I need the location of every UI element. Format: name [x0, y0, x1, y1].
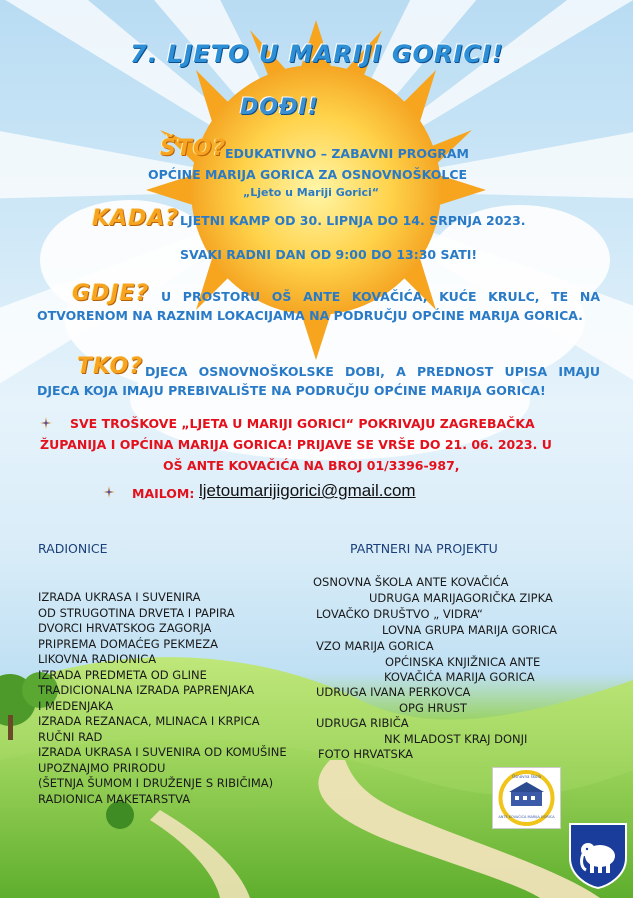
- list-item: LIKOVNA RADIONICA: [38, 652, 157, 666]
- what-line-1: EDUKATIVNO – ZABAVNI PROGRAM: [225, 146, 469, 161]
- partner-item: FOTO HRVATSKA: [318, 747, 414, 761]
- who-label: TKO?: [77, 354, 144, 379]
- workshops-list: [38, 590, 287, 807]
- what-label: ŠTO?: [160, 136, 227, 161]
- list-item: DVORCI HRVATSKOG ZAGORJA: [38, 621, 212, 635]
- list-item: OD STRUGOTINA DRVETA I PAPIRA: [38, 605, 235, 620]
- partner-item: UDRUGA RIBIČA: [316, 716, 409, 730]
- email-link[interactable]: ljetoumarijigorici@gmail.com: [199, 481, 416, 500]
- list-item: IZRADA UKRASA I SUVENIRA OD KOMUŠINE: [38, 745, 287, 759]
- list-item: I MEDENJAKA: [38, 698, 114, 713]
- costs-line-2: ŽUPANIJA I OPĆINA MARIJA GORICA! PRIJAVE SE VRŠE DO 21. 06. 2023. U: [40, 437, 552, 452]
- when-line-2: SVAKI RADNI DAN OD 9:00 DO 13:30 SATI!: [180, 247, 478, 262]
- list-item: IZRADA PREDMETA OD GLINE: [38, 667, 207, 682]
- list-item: PRIPREMA DOMAĆEG PEKMEZA: [38, 636, 218, 651]
- mail-label: MAILOM:: [132, 486, 195, 501]
- workshops-heading: RADIONICE: [38, 541, 108, 556]
- list-item: IZRADA UKRASA I SUVENIRA: [38, 590, 201, 604]
- list-item: (ŠETNJA ŠUMOM I DRUŽENJE S RIBIČIMA): [38, 776, 274, 790]
- sparkle-icon: [103, 486, 115, 498]
- school-logo: [492, 767, 561, 829]
- list-item: RUČNI RAD: [38, 729, 103, 744]
- come-heading: DOĐI!: [240, 95, 319, 120]
- partner-item: OSNOVNA ŠKOLA ANTE KOVAČIĆA: [313, 575, 509, 589]
- where-text: U PROSTORU OŠ ANTE KOVAČIĆA, KUĆE KRULC, TE NA OTVORENOM NA RAZNIM LOKACIJAMA NA PODRUČJU OPĆINE MARIJA GORICA.: [37, 289, 600, 323]
- partner-item: LOVNA GRUPA MARIJA GORICA: [382, 623, 558, 637]
- list-item: TRADICIONALNA IZRADA PAPRENJAKA: [38, 683, 255, 697]
- partner-item: KOVAČIĆA MARIJA GORICA: [384, 670, 535, 684]
- school-logo-top-text: Osnovna škola: [511, 774, 542, 779]
- list-item: IZRADA REZANACA, MLINACA I KRPICA: [38, 714, 260, 728]
- costs-line-1: SVE TROŠKOVE „LJETA U MARIJI GORICI“ POKRIVAJU ZAGREBAČKA: [70, 416, 535, 431]
- partner-item: OPĆINSKA KNJIŽNICA ANTE: [385, 655, 541, 669]
- when-label: KADA?: [92, 206, 180, 231]
- partner-item: NK MLADOST KRAJ DONJI: [384, 732, 528, 746]
- partner-item: UDRUGA MARIJAGORIČKA ZIPKA: [369, 591, 553, 605]
- page-title: 7. LJETO U MARIJI GORICI!: [130, 40, 504, 68]
- partners-heading: PARTNERI NA PROJEKTU: [350, 541, 498, 556]
- partner-item: VZO MARIJA GORICA: [316, 639, 434, 653]
- school-logo-bottom-text: ANTE KOVAČIĆA MARIJA GORICA: [498, 815, 555, 819]
- partner-item: UDRUGA IVANA PERKOVCA: [316, 685, 471, 699]
- list-item: UPOZNAJMO PRIRODU: [38, 760, 166, 775]
- sparkle-icon: [40, 417, 52, 429]
- where-label: GDJE?: [72, 281, 150, 306]
- partner-item: OPG HRUST: [399, 701, 467, 715]
- partner-item: LOVAČKO DRUŠTVO „ VIDRA“: [316, 607, 483, 621]
- what-line-3: „Ljeto u Mariji Gorici“: [243, 186, 380, 199]
- when-line-1: LJETNI KAMP OD 30. LIPNJA DO 14. SRPNJA 2023.: [180, 213, 526, 228]
- coat-of-arms-icon: [568, 822, 628, 890]
- costs-line-3: OŠ ANTE KOVAČIĆA NA BROJ 01/3396-987,: [163, 458, 460, 473]
- list-item: RADIONICA MAKETARSTVA: [38, 791, 191, 806]
- who-text: DJECA OSNOVNOŠKOLSKE DOBI, A PREDNOST UPISA IMAJU DJECA KOJA IMAJU PREBIVALIŠTE NA PODRUČJU OPĆINE MARIJA GORICA!: [37, 364, 600, 398]
- what-line-2: OPĆINE MARIJA GORICA ZA OSNOVNOŠKOLCE: [148, 167, 468, 182]
